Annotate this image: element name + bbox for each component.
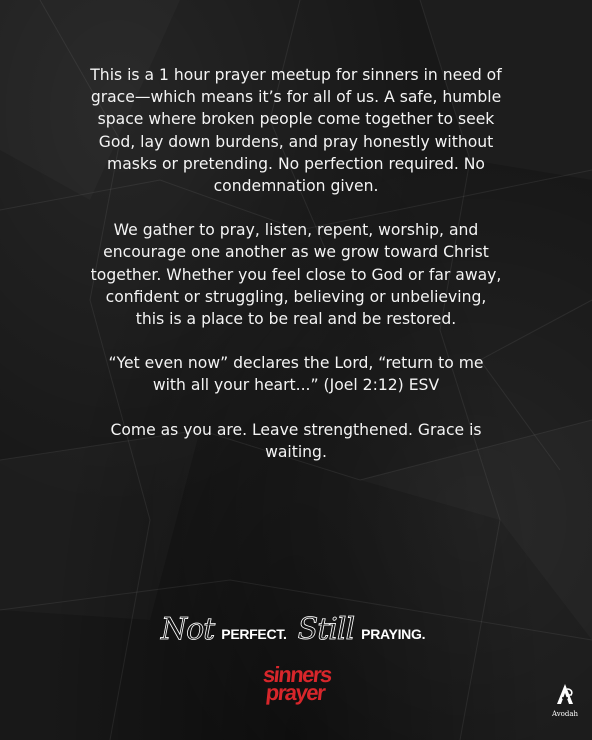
tagline-praying: PRAYING. xyxy=(361,626,426,642)
paragraph-gathering: We gather to pray, listen, repent, worship, and encourage one another as we grow toward Christ together. Whether you feel close to God or far away, confident or struggling, believing or unbelieving, this is a place to be real and be restored. xyxy=(90,221,502,329)
avodah-label: Avodah xyxy=(551,710,579,718)
tagline-not: Not xyxy=(160,612,215,647)
logo-line-1: sinners xyxy=(261,662,333,687)
tagline-perfect: PERFECT. xyxy=(221,626,287,642)
sinners-prayer-logo xyxy=(242,662,350,705)
logo-line-2: prayer xyxy=(264,680,326,705)
avodah-logo-icon xyxy=(554,683,576,705)
tagline xyxy=(0,612,592,647)
tagline-still: Still xyxy=(297,612,355,647)
paragraph-scripture: “Yet even now” declares the Lord, “return to me with all your heart...” (Joel 2:12) ESV xyxy=(108,354,484,395)
paragraph-intro: This is a 1 hour prayer meetup for sinners in need of grace—which means it’s for all of us. A safe, humble space where broken people come together to seek God, lay down burdens, and pray honestly without masks or pretending. No perfection required. No condemnation given. xyxy=(90,66,502,196)
avodah-brand-mark xyxy=(545,683,585,718)
paragraph-invitation: Come as you are. Leave strengthened. Grace is waiting. xyxy=(110,420,482,461)
event-description xyxy=(90,64,502,485)
